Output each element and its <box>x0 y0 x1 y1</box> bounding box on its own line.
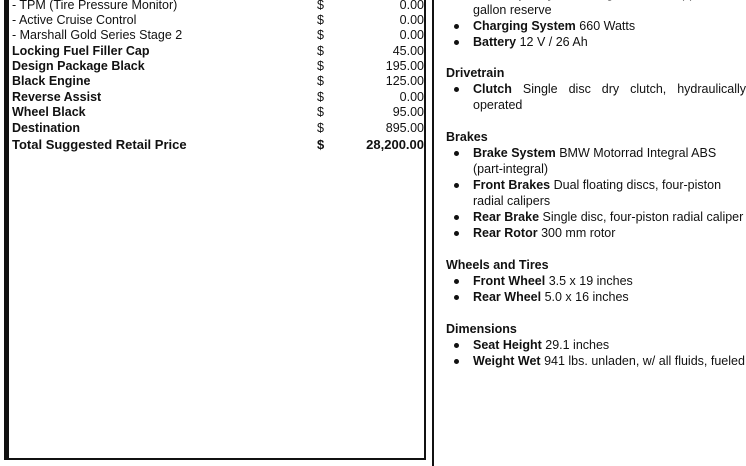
currency-symbol: $ <box>317 137 325 152</box>
price-row-label: - Marshall Gold Series Stage 2 <box>12 28 183 42</box>
spec-content <box>446 0 746 369</box>
spec-value: BMW Motorrad Integral ABS (part-integral) <box>473 146 717 176</box>
spec-key: Clutch <box>473 82 512 96</box>
price-row <box>12 105 424 120</box>
spec-value: 300 mm rotor <box>541 226 616 240</box>
spec-value: 12 V / 26 Ah <box>519 35 588 49</box>
price-row-label: Locking Fuel Filler Cap <box>12 44 150 58</box>
currency-symbol: $ <box>317 90 324 104</box>
spec-key: Rear Wheel <box>473 290 542 304</box>
spec-list-brakes <box>446 145 746 241</box>
currency-symbol: $ <box>317 28 324 42</box>
currency-symbol: $ <box>317 44 324 58</box>
price-row-label: Destination <box>12 121 81 135</box>
spec-value: 3.5 x 19 inches <box>548 274 633 288</box>
spec-value: Dual floating discs, four-piston radial calipers <box>473 178 722 208</box>
price-row <box>12 0 424 13</box>
price-row-amount: 895.00 <box>385 121 424 135</box>
spec-item <box>446 81 746 113</box>
spec-item <box>446 34 746 50</box>
price-row <box>12 121 424 136</box>
spec-item <box>446 18 746 34</box>
spec-key: Charging System <box>473 19 576 33</box>
price-row-label: Black Engine <box>12 74 91 88</box>
spec-value <box>558 0 728 1</box>
spec-key: Front Wheel <box>473 274 546 288</box>
spec-value: 29.1 inches <box>545 338 610 352</box>
spec-value-continuation: gallon reserve <box>473 3 552 17</box>
spec-item <box>446 289 746 305</box>
spec-item <box>446 0 746 18</box>
price-row-amount: 0.00 <box>399 28 424 42</box>
currency-symbol: $ <box>317 121 324 135</box>
currency-symbol: $ <box>317 13 324 27</box>
spec-value: Single disc dry clutch, hydraulically operated <box>473 82 746 112</box>
price-row-label: Reverse Assist <box>12 90 102 104</box>
spec-item <box>446 353 746 369</box>
total-price-row <box>12 137 424 152</box>
spec-key: Rear Rotor <box>473 226 538 240</box>
spec-key: Rear Brake <box>473 210 540 224</box>
total-price-label: Total Suggested Retail Price <box>12 137 187 152</box>
price-row <box>12 59 424 74</box>
spec-value: 5.0 x 16 inches <box>544 290 629 304</box>
price-row-amount: 0.00 <box>399 90 424 104</box>
spec-item <box>446 273 746 289</box>
price-row-label: Design Package Black <box>12 59 145 73</box>
spec-list-wheels-tires <box>446 273 746 305</box>
price-row <box>12 44 424 59</box>
spec-list-top <box>446 0 746 50</box>
spec-key: Brake System <box>473 146 556 160</box>
price-row-label: Wheel Black <box>12 105 86 119</box>
spec-list-dimensions <box>446 337 746 369</box>
spec-item <box>446 177 746 209</box>
price-row-label: - Active Cruise Control <box>12 13 137 27</box>
currency-symbol: $ <box>317 74 324 88</box>
currency-symbol: $ <box>317 59 324 73</box>
currency-symbol: $ <box>317 105 324 119</box>
spec-key: Battery <box>473 35 517 49</box>
price-row <box>12 13 424 28</box>
price-list-panel <box>4 0 426 460</box>
spec-list-drivetrain <box>446 81 746 113</box>
spec-panel <box>432 0 746 466</box>
total-price-amount: 28,200.00 <box>366 137 424 152</box>
price-row-amount: 125.00 <box>385 74 424 88</box>
price-row-amount: 195.00 <box>385 59 424 73</box>
spec-value: 660 Watts <box>579 19 636 33</box>
price-row <box>12 74 424 89</box>
spec-value: Single disc, four-piston radial caliper <box>542 210 744 224</box>
price-row-label: - TPM (Tire Pressure Monitor) <box>12 0 178 12</box>
currency-symbol: $ <box>317 0 324 12</box>
section-title-wheels-tires: Wheels and Tires <box>446 258 549 272</box>
price-row-amount: 95.00 <box>392 105 424 119</box>
spec-item <box>446 225 746 241</box>
spec-key: Seat Height <box>473 338 542 352</box>
spec-key: Weight Wet <box>473 354 541 368</box>
price-row <box>12 28 424 43</box>
spec-item <box>446 337 746 353</box>
price-row-amount: 0.00 <box>399 13 424 27</box>
price-row-amount: 45.00 <box>392 44 424 58</box>
spec-key: Front Brakes <box>473 178 551 192</box>
spec-value: 941 lbs. unladen, w/ all fluids, fueled <box>544 354 745 368</box>
section-title-dimensions: Dimensions <box>446 322 517 336</box>
section-title-drivetrain: Drivetrain <box>446 66 505 80</box>
panel-left-border <box>6 0 9 458</box>
spec-key <box>473 0 554 1</box>
price-row-amount: 0.00 <box>399 0 424 12</box>
spec-item <box>446 209 746 225</box>
price-row <box>12 90 424 105</box>
spec-item <box>446 145 746 177</box>
section-title-brakes: Brakes <box>446 130 488 144</box>
